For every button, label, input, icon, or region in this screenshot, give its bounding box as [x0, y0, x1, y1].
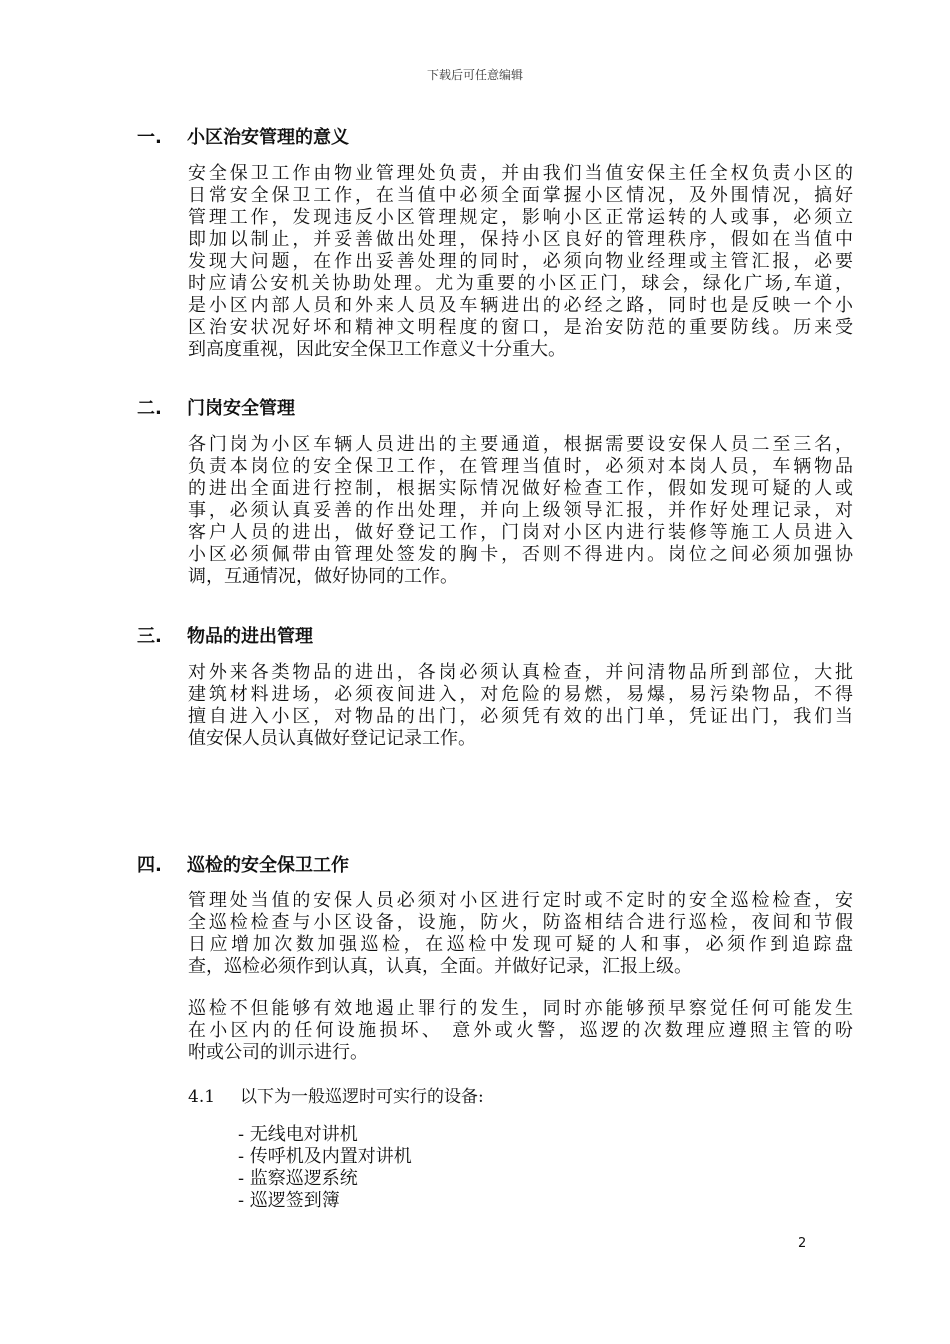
section-title: 小区治安管理的意义 — [187, 127, 349, 148]
subsection-title: 以下为一般巡逻时可实行的设备: — [240, 1087, 484, 1107]
section-heading-1 — [137, 123, 349, 149]
text-line: 巡检不但能够有效地遏止罪行的发生，同时亦能够预早察觉任何可能发生 — [188, 998, 853, 1019]
text-line: 发现大问题，在作出妥善处理的同时，必须向物业经理或主管汇报，必要 — [188, 251, 853, 272]
text-line: 是小区内部人员和外来人员及车辆进出的必经之路，同时也是反映一个小 — [188, 295, 853, 316]
section-2-paragraph — [188, 434, 853, 588]
section-heading-3 — [137, 622, 313, 648]
list-item: - 监察巡逻系统 — [238, 1168, 358, 1189]
section-number: 三. — [137, 626, 162, 647]
text-line: 区治安状况好坏和精神文明程度的窗口，是治安防范的重要防线。历来受 — [188, 317, 853, 338]
section-4-paragraph-1 — [188, 890, 853, 978]
text-line: 事，必须认真妥善的作出处理，并向上级领导汇报，并作好处理记录，对 — [188, 500, 853, 521]
section-number: 一. — [137, 127, 162, 148]
text-line: 在小区内的任何设施损坏、 意外或火警，巡逻的次数理应遵照主管的吩 — [188, 1020, 853, 1041]
text-line: 时应请公安机关协助处理。尤为重要的小区正门，球会，绿化广场,车道， — [188, 273, 853, 294]
text-line: 各门岗为小区车辆人员进出的主要通道，根据需要设安保人员二至三名， — [188, 434, 853, 455]
text-line: 客户人员的进出，做好登记工作，门岗对小区内进行装修等施工人员进入 — [188, 522, 853, 543]
section-heading-4 — [137, 851, 349, 877]
text-line: 调，互通情况，做好协同的工作。 — [188, 566, 458, 587]
text-line: 查，巡检必须作到认真，认真，全面。并做好记录，汇报上级。 — [188, 956, 692, 977]
text-line: 咐或公司的训示进行。 — [188, 1042, 368, 1063]
text-line: 到高度重视，因此安全保卫工作意义十分重大。 — [188, 339, 566, 360]
text-line: 管理工作，发现违反小区管理规定，影响小区正常运转的人或事，必须立 — [188, 207, 853, 228]
section-4-paragraph-2 — [188, 998, 853, 1064]
section-title: 巡检的安全保卫工作 — [187, 855, 349, 876]
section-title: 门岗安全管理 — [187, 398, 295, 419]
subsection-number: 4.1 — [188, 1087, 216, 1107]
text-line: 日应增加次数加强巡检，在巡检中发现可疑的人和事，必须作到追踪盘 — [188, 934, 853, 955]
section-number: 四. — [137, 855, 162, 876]
text-line: 日常安全保卫工作，在当值中必须全面掌握小区情况，及外围情况，搞好 — [188, 185, 853, 206]
section-1-paragraph — [188, 163, 853, 361]
text-line: 管理处当值的安保人员必须对小区进行定时或不定时的安全巡检检查，安 — [188, 890, 853, 911]
text-line: 小区必须佩带由管理处签发的胸卡，否则不得进内。岗位之间必须加强协 — [188, 544, 853, 565]
header-note: 下载后可任意编辑 — [426, 68, 523, 82]
page-number: 2 — [798, 1236, 807, 1251]
list-item: - 无线电对讲机 — [238, 1124, 358, 1145]
list-item: - 巡逻签到簿 — [238, 1190, 340, 1211]
section-number: 二. — [137, 398, 162, 419]
text-line: 负责本岗位的安全保卫工作，在管理当值时，必须对本岗人员，车辆物品 — [188, 456, 853, 477]
text-line: 值安保人员认真做好登记记录工作。 — [188, 728, 476, 749]
text-line: 安全保卫工作由物业管理处负责，并由我们当值安保主任全权负责小区的 — [188, 163, 853, 184]
text-line: 全巡检检查与小区设备，设施，防火，防盗相结合进行巡检，夜间和节假 — [188, 912, 853, 933]
text-line: 对外来各类物品的进出，各岗必须认真检查，并问清物品所到部位，大批 — [188, 662, 853, 683]
section-heading-2 — [137, 394, 295, 420]
section-title: 物品的进出管理 — [187, 626, 313, 647]
text-line: 擅自进入小区，对物品的出门，必须凭有效的出门单，凭证出门，我们当 — [188, 706, 853, 727]
section-3-paragraph — [188, 662, 853, 750]
subsection-4-1 — [188, 1082, 484, 1107]
list-item: - 传呼机及内置对讲机 — [238, 1146, 412, 1167]
equipment-list — [238, 1124, 412, 1212]
text-line: 即加以制止，并妥善做出处理，保持小区良好的管理秩序，假如在当值中 — [188, 229, 853, 250]
text-line: 建筑材料进场，必须夜间进入，对危险的易燃，易爆，易污染物品，不得 — [188, 684, 853, 705]
text-line: 的进出全面进行控制，根据实际情况做好检查工作，假如发现可疑的人或 — [188, 478, 853, 499]
